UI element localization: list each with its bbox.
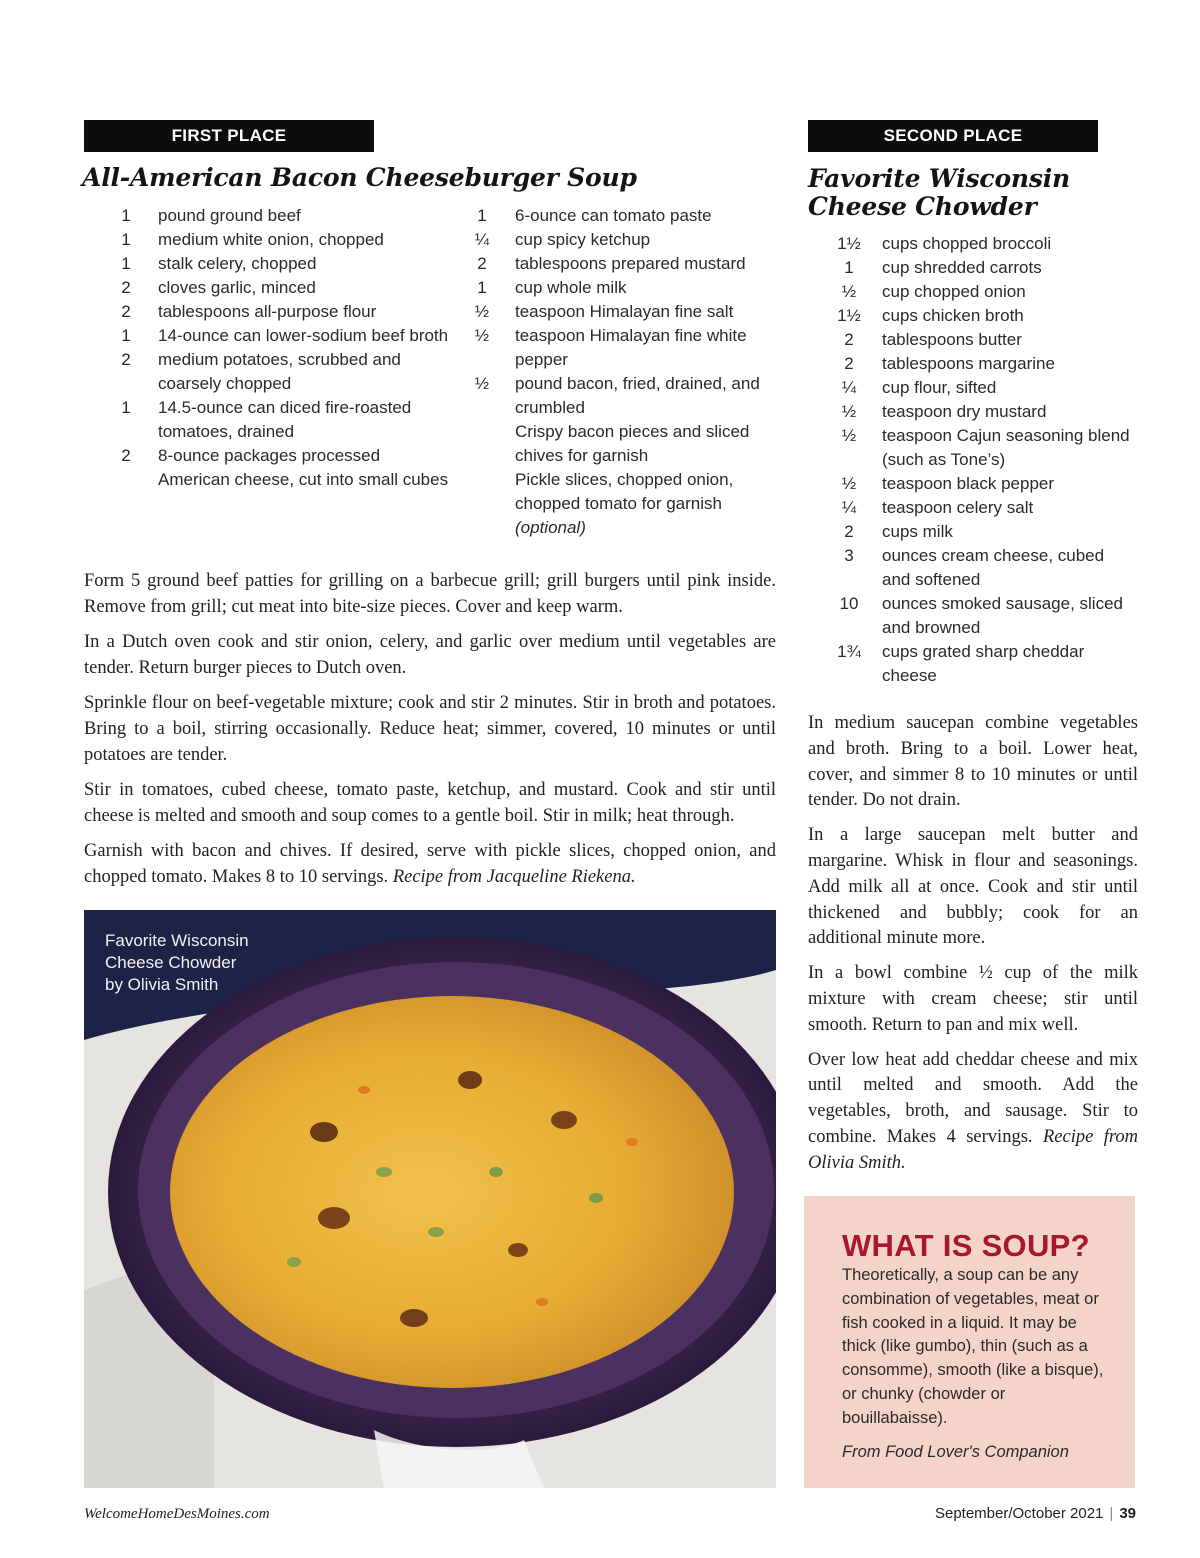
direction-step-text: Garnish with bacon and chives. If desired, serve with pickle slices, chopped onion, and chopped tomato. Makes 8 to 10 servings. (84, 841, 776, 887)
ingredient-row (826, 400, 1136, 424)
ingredient-text: cup spicy ketchup (515, 230, 651, 249)
ingredient-qty: 1¾ (837, 642, 861, 661)
photo-caption-line: by Olivia Smith (105, 975, 219, 994)
ingredient-row (110, 444, 455, 492)
direction-step: In medium saucepan combine vegetables and broth. Bring to a boil. Lower heat, cover, and simmer 8 to 10 minutes or until tender. Do not drain. (808, 713, 1138, 811)
direction-step: Stir in tomatoes, cubed cheese, tomato paste, ketchup, and mustard. Cook and stir until cheese is melted and smooth and soup comes to a gentle boil. Stir in milk; heat through. (84, 780, 776, 826)
ingredient-text: tablespoons butter (882, 330, 1022, 349)
ingredient-text: 14.5-ounce can diced fire-roasted tomatoes, drained (158, 398, 412, 441)
ingredient-row (110, 252, 455, 276)
ingredient-qty: 2 (121, 446, 131, 465)
ingredient-row (466, 372, 776, 420)
ingredient-row (110, 300, 455, 324)
ingredient-row (826, 304, 1136, 328)
ingredient-qty: 1 (477, 278, 487, 297)
footer-issue: September/October 2021 (934, 1505, 1104, 1522)
ingredient-text: cup whole milk (515, 278, 627, 297)
ingredient-qty: 2 (844, 522, 854, 541)
ingredient-qty: 1 (477, 206, 487, 225)
ingredient-row (826, 520, 1136, 544)
second-recipe-title-line: Favorite Wisconsin (808, 164, 1071, 193)
ingredient-row (466, 252, 776, 276)
second-recipe-title-line: Cheese Chowder (808, 192, 1037, 221)
ingredient-text: cups chopped broccoli (882, 234, 1052, 253)
ingredient-text: cups chicken broth (882, 306, 1024, 325)
second-place-label: SECOND PLACE (808, 120, 1098, 152)
ingredient-qty (466, 420, 498, 468)
photo-caption-line: Favorite Wisconsin (105, 931, 249, 950)
ingredient-qty: ¼ (474, 230, 490, 249)
ingredient-text: cups milk (882, 522, 953, 541)
footer-issue-info (935, 1505, 1136, 1522)
ingredient-text: Crispy bacon pieces and sliced chives for garnish (515, 422, 750, 465)
ingredient-qty: 1 (121, 206, 131, 225)
first-directions (84, 568, 776, 899)
ingredient-row (826, 232, 1136, 256)
ingredient-row (466, 324, 776, 372)
ingredient-row (466, 276, 776, 300)
ingredient-text: ounces cream cheese, cubed and softened (882, 546, 1105, 589)
first-ingredients-col2 (466, 204, 776, 540)
first-place-label: FIRST PLACE (84, 120, 374, 152)
ingredient-row (826, 256, 1136, 280)
ingredient-row (826, 280, 1136, 304)
footer-separator: | (1109, 1505, 1114, 1522)
ingredient-qty: ½ (841, 402, 857, 421)
ingredient-row (826, 544, 1136, 592)
ingredient-row (110, 396, 455, 444)
ingredient-qty: ½ (841, 282, 857, 301)
ingredient-text: tablespoons all-purpose flour (158, 302, 377, 321)
ingredient-text: pound ground beef (158, 206, 301, 225)
ingredient-text: teaspoon dry mustard (882, 402, 1047, 421)
ingredient-qty: 2 (477, 254, 487, 273)
recipe-credit: Recipe from Jacqueline Riekena. (392, 867, 636, 887)
photo-caption (105, 930, 249, 996)
ingredient-qty: ¼ (841, 378, 857, 397)
ingredient-qty: 1 (121, 398, 131, 417)
ingredient-qty: ½ (474, 326, 490, 345)
direction-step: Form 5 ground beef patties for grilling on a barbecue grill; grill burgers until pink inside. Remove from grill; cut meat into bite-size pieces. Cover and keep warm. (84, 571, 776, 617)
ingredient-text: medium white onion, chopped (158, 230, 384, 249)
ingredient-text: cup shredded carrots (882, 258, 1042, 277)
ingredient-text: medium potatoes, scrubbed and coarsely chopped (158, 350, 401, 393)
page-number: 39 (1119, 1505, 1136, 1522)
ingredient-row (110, 324, 455, 348)
ingredient-qty: 2 (844, 330, 854, 349)
sidebar-source: From Food Lover's Companion (842, 1442, 1069, 1461)
ingredient-text: 14-ounce can lower-sodium beef broth (158, 326, 449, 345)
ingredient-text: stalk celery, chopped (158, 254, 317, 273)
ingredient-qty: ½ (474, 302, 490, 321)
ingredient-qty: 10 (839, 594, 859, 613)
ingredient-qty: ½ (841, 474, 857, 493)
ingredient-qty: 1 (844, 258, 854, 277)
what-is-soup-sidebar (804, 1196, 1135, 1488)
ingredient-text: 6-ounce can tomato paste (515, 206, 712, 225)
ingredient-text: tablespoons prepared mustard (515, 254, 746, 273)
second-recipe-title (808, 165, 1138, 221)
chowder-photo (84, 910, 776, 1488)
direction-step: In a large saucepan melt butter and margarine. Whisk in flour and seasonings. Add milk all at once. Cook and stir until thickened and bubbly; cook for an additional minute more. (808, 825, 1138, 949)
ingredient-row (466, 228, 776, 252)
ingredient-optional-note: (optional) (515, 518, 586, 537)
sidebar-body: Theoretically, a soup can be any combination of vegetables, meat or fish cooked in a liquid. It may be thick (like gumbo), thin (such as a consomme), smooth (like a bisque), or chunky (chowder or bouillabaisse). (842, 1266, 1104, 1427)
ingredient-text: tablespoons margarine (882, 354, 1055, 373)
ingredient-text: teaspoon Himalayan fine salt (515, 302, 734, 321)
ingredient-qty (466, 468, 498, 540)
ingredient-text: cloves garlic, minced (158, 278, 316, 297)
ingredient-qty: ¼ (841, 498, 857, 517)
direction-step: Sprinkle flour on beef-vegetable mixture; cook and stir 2 minutes. Stir in broth and potatoes. Bring to a boil, stirring occasionally. Reduce heat; simmer, covered, 10 minutes or until potatoes are tender. (84, 693, 776, 765)
ingredient-row (826, 376, 1136, 400)
ingredient-row (110, 276, 455, 300)
ingredient-qty: 1½ (837, 234, 861, 253)
direction-step (84, 838, 776, 890)
ingredient-text: teaspoon black pepper (882, 474, 1055, 493)
ingredient-row (826, 472, 1136, 496)
ingredient-text: ounces smoked sausage, sliced and browned (882, 594, 1123, 637)
ingredient-text (498, 468, 776, 540)
ingredient-qty: 2 (844, 354, 854, 373)
ingredient-text: cup chopped onion (882, 282, 1026, 301)
photo-caption-line: Cheese Chowder (105, 953, 237, 972)
ingredient-text: teaspoon Himalayan fine white pepper (515, 326, 747, 369)
ingredient-row (826, 592, 1136, 640)
ingredient-qty: 2 (121, 350, 131, 369)
direction-step (808, 1048, 1138, 1177)
ingredient-qty: ½ (841, 426, 857, 445)
ingredient-text-main: Pickle slices, chopped onion, chopped tomato for garnish (515, 470, 734, 513)
second-directions (808, 711, 1138, 1186)
ingredient-row (826, 640, 1136, 688)
footer-website: WelcomeHomeDesMoines.com (84, 1506, 270, 1522)
ingredient-qty: 1½ (837, 306, 861, 325)
ingredient-row (466, 468, 776, 540)
direction-step-text: Over low heat add cheddar cheese and mix until melted and smooth. Add the vegetables, broth, and sausage. Stir to combine. Makes 4 servings. (808, 1049, 1138, 1147)
ingredient-qty: 1 (121, 326, 131, 345)
ingredient-qty: 3 (844, 546, 854, 565)
first-recipe-title: All-American Bacon Cheeseburger Soup (82, 163, 637, 192)
ingredient-row (466, 204, 776, 228)
ingredient-row (826, 496, 1136, 520)
ingredient-text: teaspoon Cajun seasoning blend (such as Tone’s) (882, 426, 1130, 469)
recipe-credit: Recipe from Olivia Smith. (808, 1126, 1138, 1173)
direction-step: In a bowl combine ½ cup of the milk mixture with cream cheese; stir until smooth. Return to pan and mix well. (808, 963, 1138, 1035)
ingredient-qty: 2 (121, 302, 131, 321)
ingredient-row (110, 204, 455, 228)
ingredient-row (826, 352, 1136, 376)
ingredient-text: teaspoon celery salt (882, 498, 1034, 517)
direction-step: In a Dutch oven cook and stir onion, celery, and garlic over medium until vegetables are tender. Return burger pieces to Dutch oven. (84, 632, 776, 678)
ingredient-text: cup flour, sifted (882, 378, 997, 397)
first-ingredients-col1 (110, 204, 455, 492)
ingredient-qty: ½ (474, 374, 490, 393)
ingredient-text: 8-ounce packages processed American cheese, cut into small cubes (158, 446, 449, 489)
ingredient-row (466, 420, 776, 468)
ingredient-row (466, 300, 776, 324)
ingredient-qty: 2 (121, 278, 131, 297)
ingredient-text: pound bacon, fried, drained, and crumbled (515, 374, 760, 417)
ingredient-qty: 1 (121, 230, 131, 249)
second-ingredients (826, 232, 1136, 688)
ingredient-row (110, 348, 455, 396)
ingredient-row (826, 424, 1136, 472)
sidebar-title: WHAT IS SOUP? (842, 1228, 1090, 1263)
ingredient-qty: 1 (121, 254, 131, 273)
ingredient-row (826, 328, 1136, 352)
ingredient-row (110, 228, 455, 252)
chowder-bowl-image (84, 910, 776, 1488)
ingredient-text: cups grated sharp cheddar cheese (882, 642, 1085, 685)
